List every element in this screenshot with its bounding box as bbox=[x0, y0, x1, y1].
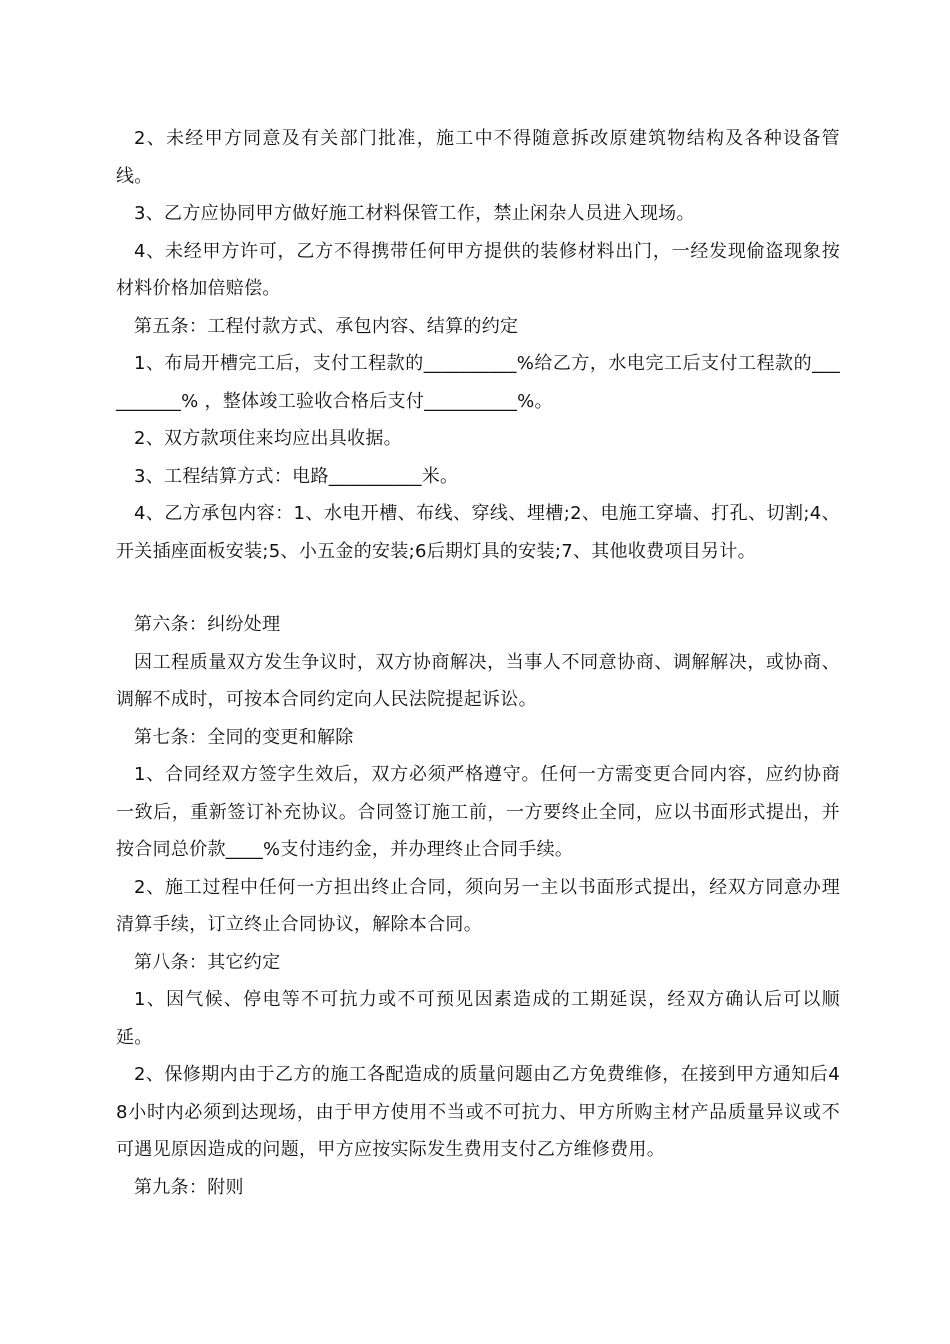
clause-paragraph: 2、未经甲方同意及有关部门批准，施工中不得随意拆改原建筑物结构及各种设备管线。 bbox=[116, 128, 840, 187]
clause-paragraph: 3、乙方应协同甲方做好施工材料保管工作，禁止闲杂人员进入现场。 bbox=[134, 203, 695, 224]
clause-paragraph: 2、施工过程中任何一方担出终止合同，须向另一主以书面形式提出，经双方同意办理清算手续，订立终止合同协议，解除本合同。 bbox=[116, 876, 840, 935]
section-heading: 第六条：纠纷处理 bbox=[134, 614, 281, 635]
clause-paragraph: 4、未经甲方许可，乙方不得携带任何甲方提供的装修材料出门，一经发现偷盗现象按材料价格加倍赔偿。 bbox=[116, 240, 840, 299]
section-heading: 第五条：工程付款方式、承包内容、结算的约定 bbox=[134, 315, 519, 337]
clause-paragraph: 2、保修期内由于乙方的施工各配造成的质量问题由乙方免费维修，在接到甲方通知后48小时内必须到达现场，由于甲方使用不当或不可抗力、甲方所购主材产品质量异议或不可遇见原因造成的问题，甲方应按实际发生费用支付乙方维修费用。 bbox=[116, 1064, 840, 1160]
clause-paragraph: 1、布局开槽完工后，支付工程款的__________%给乙方，水电完工后支付工程款的__________% ，整体竣工验收合格后支付__________%。 bbox=[116, 353, 840, 412]
section-heading: 第九条：附则 bbox=[134, 1176, 244, 1198]
clause-paragraph: 3、工程结算方式：电路__________米。 bbox=[134, 465, 459, 487]
clause-paragraph: 4、乙方承包内容：1、水电开槽、布线、穿线、埋槽;2、电施工穿墙、打孔、切割;4、开关插座面板安装;5、小五金的安装;6后期灯具的安装;7、其他收费项目另计。 bbox=[116, 503, 840, 562]
clause-paragraph: 1、因气候、停电等不可抗力或不可预见因素造成的工期延误，经双方确认后可以顺延。 bbox=[116, 989, 840, 1048]
blank-line bbox=[116, 570, 840, 606]
clause-paragraph: 因工程质量双方发生争议时，双方协商解决，当事人不同意协商、调解解决，或协商、调解不成时，可按本合同约定向人民法院提起诉讼。 bbox=[116, 651, 840, 710]
section-heading: 第七条：全同的变更和解除 bbox=[134, 726, 354, 748]
document-body bbox=[116, 120, 840, 1206]
section-heading: 第八条：其它约定 bbox=[134, 951, 281, 973]
clause-paragraph: 1、合同经双方签字生效后，双方必须严格遵守。任何一方需变更合同内容，应约协商一致后，重新签订补充协议。合同签订施工前，一方要终止全同，应以书面形式提出，并按合同总价款____%支付违约金，并办理终止合同手续。 bbox=[116, 764, 840, 860]
clause-paragraph: 2、双方款项住来均应出具收据。 bbox=[134, 428, 402, 449]
